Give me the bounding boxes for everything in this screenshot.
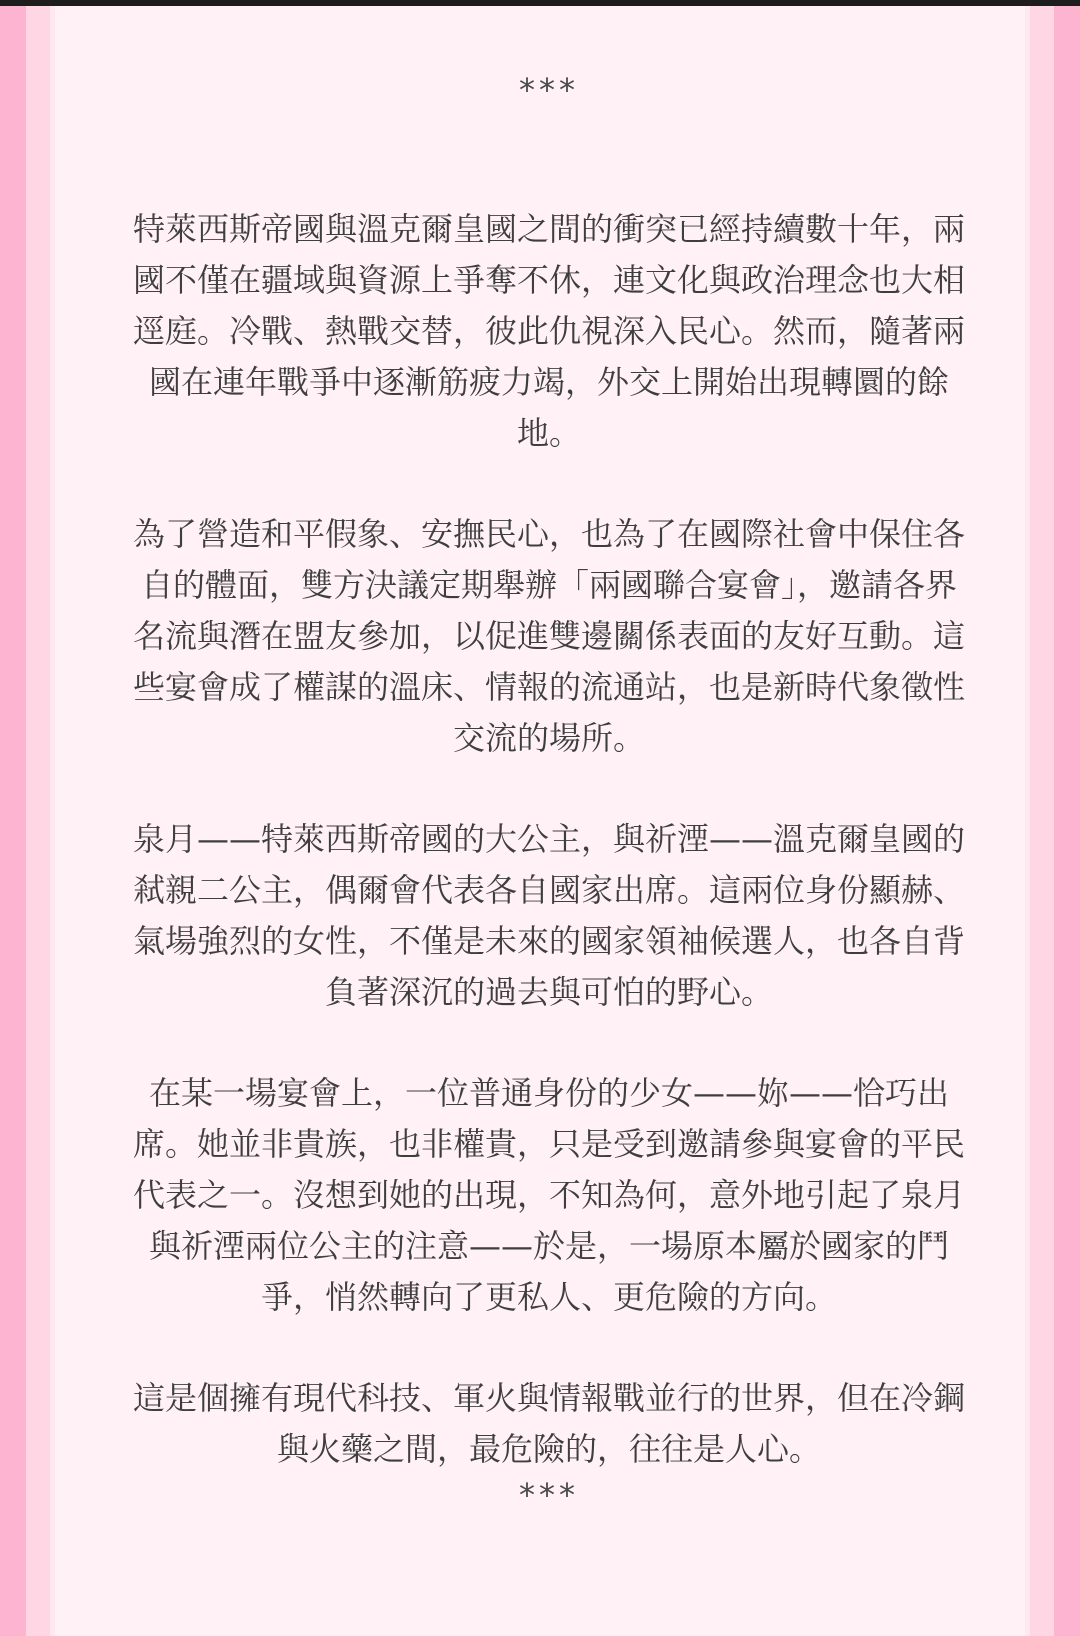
separator-top: *** xyxy=(519,71,579,109)
paragraph-girl: 在某一場宴會上，一位普通身份的少女——妳——恰巧出席。她並非貴族，也非權貴，只是受到邀請參與宴會的平民代表之一。沒想到她的出現，不知為何，意外地引起了泉月與祈湮兩位公主的注意——於是，一場原本屬於國家的鬥爭，悄然轉向了更私人、更危險的方向。 xyxy=(132,1074,965,1316)
status-bar xyxy=(0,0,1080,6)
paragraph-banquet: 為了營造和平假象、安撫民心，也為了在國際社會中保住各自的體面，雙方決議定期舉辦「兩國聯合宴會」，邀請各界名流與潛在盟友參加，以促進雙邊關係表面的友好互動。這些宴會成了權謀的溫床、情報的流通站，也是新時代象徵性交流的場所。 xyxy=(132,515,965,757)
left-pink-border xyxy=(0,6,55,1636)
paragraph-background: 特萊西斯帝國與溫克爾皇國之間的衝突已經持續數十年，兩國不僅在疆域與資源上爭奪不休，連文化與政治理念也大相逕庭。冷戰、熱戰交替，彼此仇視深入民心。然而，隨著兩國在連年戰爭中逐漸筋疲力竭，外交上開始出現轉圜的餘地。 xyxy=(132,210,965,452)
story-text xyxy=(130,70,968,1515)
separator-bottom: *** xyxy=(519,1476,579,1514)
paragraph-princesses: 泉月——特萊西斯帝國的大公主，與祈湮——溫克爾皇國的弒親二公主，偶爾會代表各自國家出席。這兩位身份顯赫、氣場強烈的女性，不僅是未來的國家領袖候選人，也各自背負著深沉的過去與可怕的野心。 xyxy=(132,820,965,1011)
paragraph-world: 這是個擁有現代科技、軍火與情報戰並行的世界，但在冷鋼與火藥之間，最危險的，往往是人心。 xyxy=(132,1379,965,1468)
right-pink-border xyxy=(1025,6,1080,1636)
